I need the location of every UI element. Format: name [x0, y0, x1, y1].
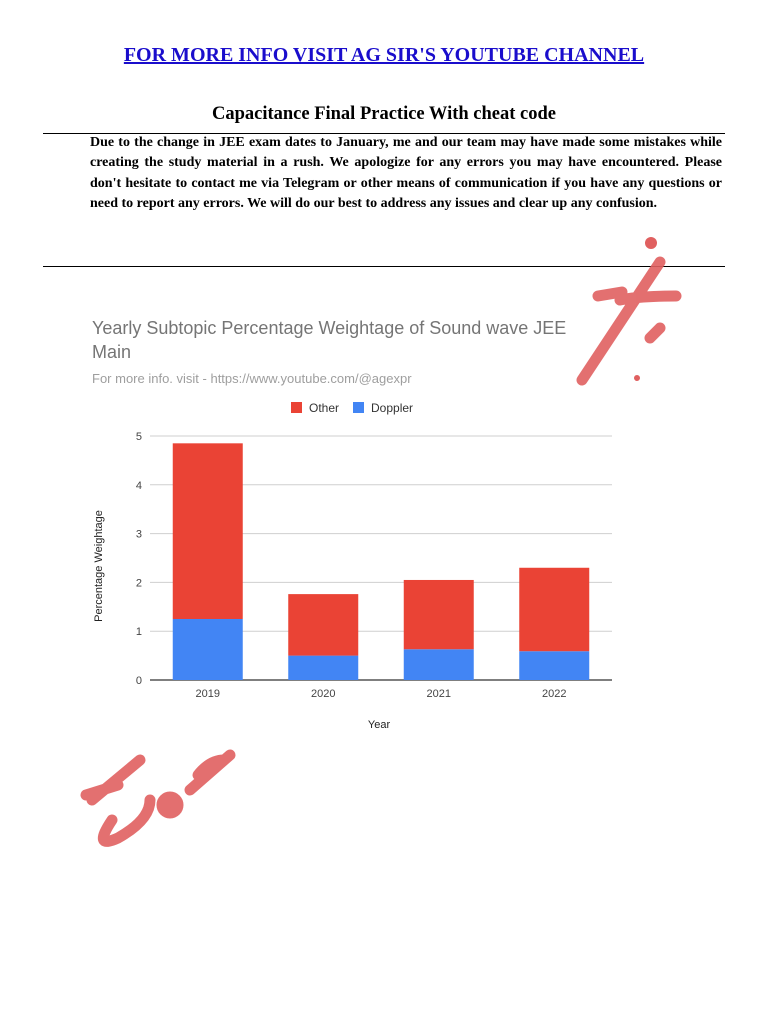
chart-title-line-2: Main: [92, 342, 132, 362]
chart-title-line-1: Yearly Subtopic Percentage Weightage of Sound wave JEE: [92, 318, 567, 338]
x-tick-label: 2021: [426, 688, 451, 700]
x-tick-label: 2020: [311, 688, 336, 700]
legend-swatch-doppler: [353, 402, 364, 413]
bar-other-2022: [519, 568, 589, 651]
x-axis-ticks: [196, 688, 567, 700]
document-title: Capacitance Final Practice With cheat code: [211, 104, 557, 124]
chart-bars: [173, 443, 590, 680]
youtube-channel-link[interactable]: FOR MORE INFO VISIT AG SIR'S YOUTUBE CHANNEL: [123, 44, 645, 66]
bar-other-2021: [404, 580, 474, 649]
y-tick-label: 2: [135, 577, 142, 590]
y-tick-label: 5: [135, 431, 142, 443]
y-tick-label: 1: [135, 626, 142, 639]
y-tick-label: 0: [135, 675, 142, 687]
bar-doppler-2022: [519, 651, 589, 680]
bar-doppler-2020: [288, 656, 358, 680]
bar-doppler-2021: [404, 649, 474, 680]
x-tick-label: 2022: [542, 688, 567, 700]
legend-label-doppler: Doppler: [371, 401, 414, 415]
x-tick-label: 2019: [195, 688, 220, 700]
y-axis-ticks: [136, 431, 142, 687]
notice-paragraph: Due to the change in JEE exam dates to January, me and our team may have made some mistakes while creating the study material in a rush. We apologize for any errors you may have encountered. Please don't hesitate to contact me via Telegram or other means of communication if you have any questions or need to report any errors. We will do our best to address any issues and clear up any confusion.: [90, 135, 722, 212]
legend-swatch-other: [291, 402, 302, 413]
y-tick-label: 3: [135, 528, 142, 541]
y-tick-label: 4: [135, 479, 142, 492]
chart-legend: [291, 401, 413, 415]
bar-other-2019: [173, 443, 243, 619]
bar-other-2020: [288, 594, 358, 655]
y-axis-label: Percentage Weightage: [93, 510, 105, 622]
legend-label-other: Other: [309, 401, 340, 415]
bar-doppler-2019: [173, 619, 243, 680]
chart-subtitle: For more info. visit - https://www.youtube.com/@agexpr: [92, 371, 412, 386]
x-axis-label: Year: [367, 719, 391, 731]
